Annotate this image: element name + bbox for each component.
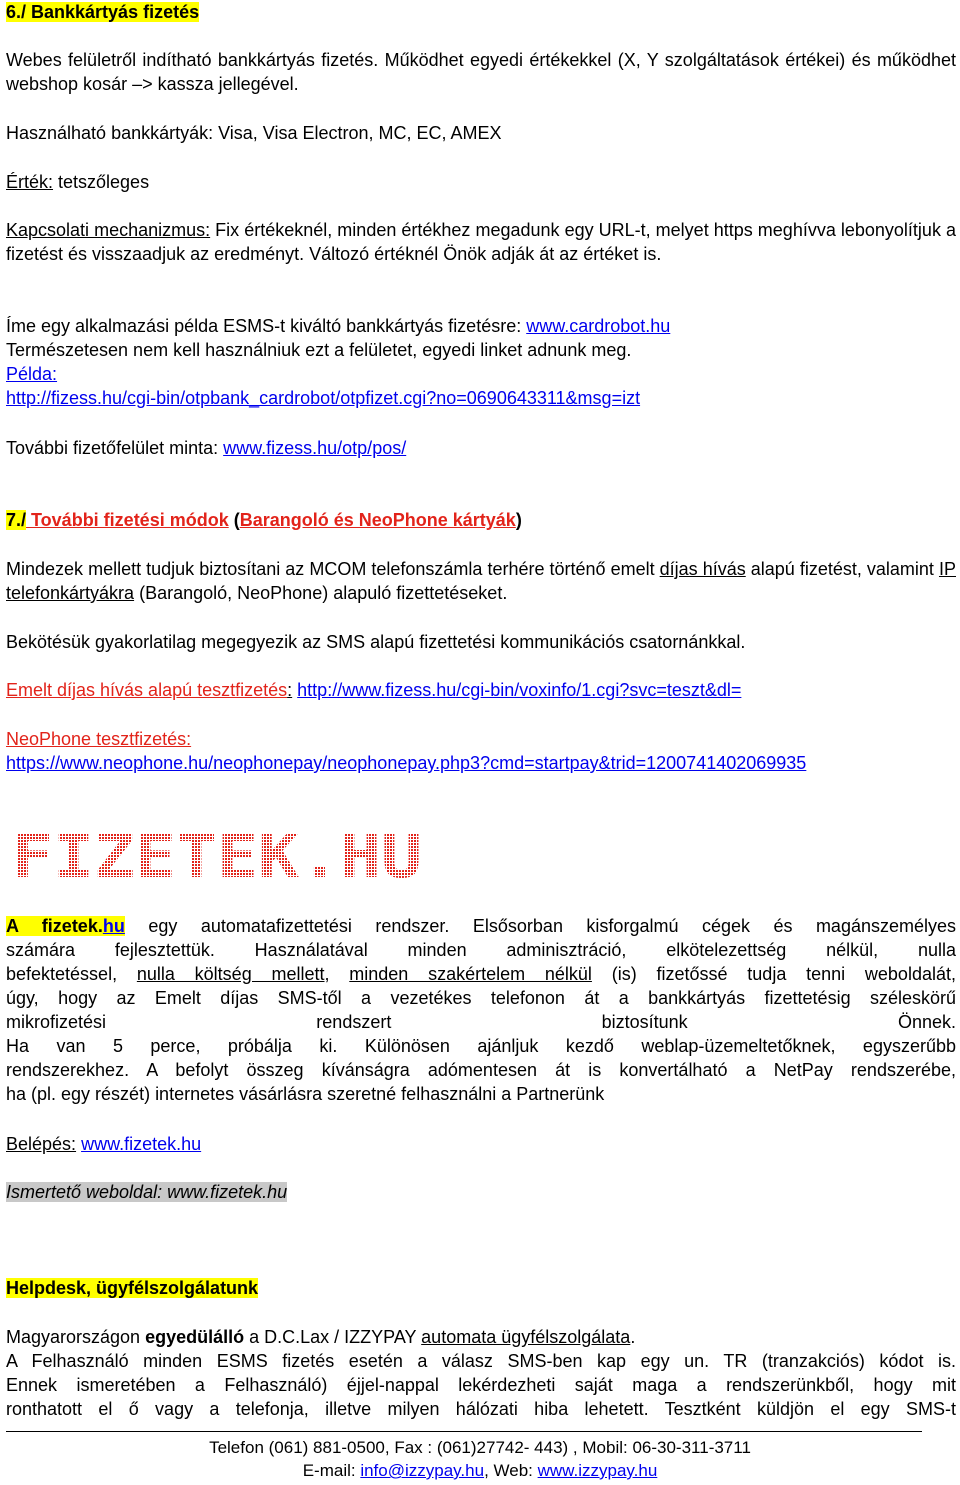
helpdesk-paragraph: Magyarországon egyedülálló a D.C.Lax / IZZYPAY automata ügyfélszolgálata. A Felhasználó minden ESMS fizetés esetén a válasz SMS-ben kap egy un. TR (tranzakciós) kódot is. Ennek ismeretében a Felhasználó) éjjel-nappal lekérdezheti saját maga a rendszerünkből, hogy mit ronthatott el ő vagy a telefonja, illetve milyen hálózati hiba lehetett. Tesztként küldjön el egy SMS-t <box>6 1327 956 1419</box>
emelt-test-row: Emelt díjas hívás alapú tesztfizetés: http://www.fizess.hu/cgi-bin/voxinfo/1.cgi?svc=teszt&dl= <box>6 680 742 700</box>
login-link[interactable]: www.fizetek.hu <box>81 1134 202 1154</box>
section-6-more: További fizetőfelület minta: www.fizess.hu/otp/pos/ <box>6 438 407 458</box>
pos-link[interactable]: www.fizess.hu/otp/pos/ <box>223 438 407 458</box>
section-6-heading <box>6 0 956 24</box>
page-number: 7 <box>485 1438 496 1457</box>
section-7-brand: Barangoló és NeoPhone kártyák <box>239 510 516 530</box>
intro-site: Ismertető weboldal: www.fizetek.hu <box>6 1182 288 1202</box>
emelt-link[interactable]: http://www.fizess.hu/cgi-bin/voxinfo/1.cgi?svc=teszt&dl= <box>297 680 742 700</box>
section-7-paragraph-2: Bekötésük gyakorlatilag megegyezik az SMS alapú fizettetési kommunikációs csatornánkkal. <box>6 632 746 652</box>
section-7-title: További fizetési módok <box>26 510 229 530</box>
natural-text: Természetesen nem kell használniuk ezt a felületet, egyedi linket adnunk meg. <box>6 340 632 360</box>
helpdesk-heading: Helpdesk, ügyfélszolgálatunk <box>6 1278 259 1298</box>
section-6-example: Íme egy alkalmazási példa ESMS-t kiváltó bankkártyás fizetésre: www.cardrobot.hu Természetesen nem kell használniuk ezt a felületet, egyedi linket adnunk meg. Példa: http://fizess.hu/cgi-bin/otpbank_cardrobot/otpfizet.cgi?no=0690643311&msg=izt <box>6 314 956 410</box>
emelt-label: Emelt díjas hívás alapú tesztfizetés <box>6 680 288 700</box>
fizetek-logo-text: FIZETEK.HU <box>12 825 422 887</box>
neophone-link[interactable]: https://www.neophone.hu/neophonepay/neophonepay.php3?cmd=startpay&trid=1200741402069935 <box>6 753 807 773</box>
cardrobot-link[interactable]: www.cardrobot.hu <box>526 316 671 336</box>
mechanism-text: Fix értékeknél, minden értékhez megadunk egy URL-t, melyet https meghívva lebonyolítjuk a fizetést és visszaadjuk az eredményt. Változó értéknél Önök adják át az értéket is. <box>6 220 956 264</box>
section-7-heading: 7./ További fizetési módok (Barangoló és NeoPhone kártyák) <box>6 510 522 530</box>
fizetek-logo <box>12 825 422 887</box>
section-6-title: 6./ Bankkártyás fizetés <box>6 2 200 22</box>
login-row <box>6 1132 956 1156</box>
section-7-paragraph-1: Mindezek mellett tudjuk biztosítani az MCOM telefonszámla terhére történő emelt díjas hívás alapú fizetést, valamint IP telefonkártyákra (Barangoló, NeoPhone) alapuló fizettetéseket. <box>6 559 956 603</box>
fizetek-paragraph: A fizetek.hu egy automatafizettetési rendszer. Elsősorban kisforgalmú cégek és magánszemélyes számára fejlesztettük. Használatával minden adminisztráció, elkötelezettség nélkül, nulla befektetéssel, nulla költség mellett, minden szakértelem nélkül (is) fizetőssé tudja tenni weboldalát, úgy, hogy az Emelt díjas SMS-től a vezetékes telefonon át a bankkártyás fizettetésig széleskörű mikrofizetési rendszert biztosítunk Önnek. Ha van 5 perce, próbálja ki. Különösen ajánljuk kezdő weblap-üzemeltetőknek, egyszerűbb rendszerekhez. A befolyt összeg kívánságra adómentesen át is konvertálható a NetPay rendszerébe, ha (pl. egy részét) internetes vásárlásra szeretné felhasználni a Partnerünk <box>6 916 957 1104</box>
value-text: tetszőleges <box>53 172 150 192</box>
email-link[interactable]: info@izzypay.hu <box>360 1461 485 1480</box>
mechanism-label: Kapcsolati mechanizmus: <box>6 220 211 240</box>
login-label: Belépés: <box>6 1134 77 1154</box>
neophone-label: NeoPhone tesztfizetés: <box>6 729 192 749</box>
pelda-link[interactable]: http://fizess.hu/cgi-bin/otpbank_cardrobot/otpfizet.cgi?no=0690643311&msg=izt <box>6 388 641 408</box>
pelda-label: Példa: <box>6 364 58 384</box>
web-link[interactable]: www.izzypay.hu <box>537 1461 658 1480</box>
section-6-value <box>6 170 956 194</box>
value-label: Érték: <box>6 172 54 192</box>
section-6-cards: Használható bankkártyák: Visa, Visa Electron, MC, EC, AMEX <box>6 123 502 143</box>
intro-site-row <box>6 1180 956 1204</box>
section-6-intro: Webes felületről indítható bankkártyás fizetés. Működhet egyedi értékekkel (X, Y szolgáltatások értékei) és működhet webshop kosár –> kassza jellegével. <box>6 50 956 94</box>
footer: Telefon (061) 881-0500, Fax : (061)27742- 443) , Mobil: 06-30-311-3711 E-mail: info@izzypay.hu, Web: www.izzypay.hu <box>209 1438 751 1480</box>
section-6-mechanism <box>6 218 956 266</box>
neophone-test-row <box>6 727 956 775</box>
footer-divider <box>6 1431 922 1432</box>
